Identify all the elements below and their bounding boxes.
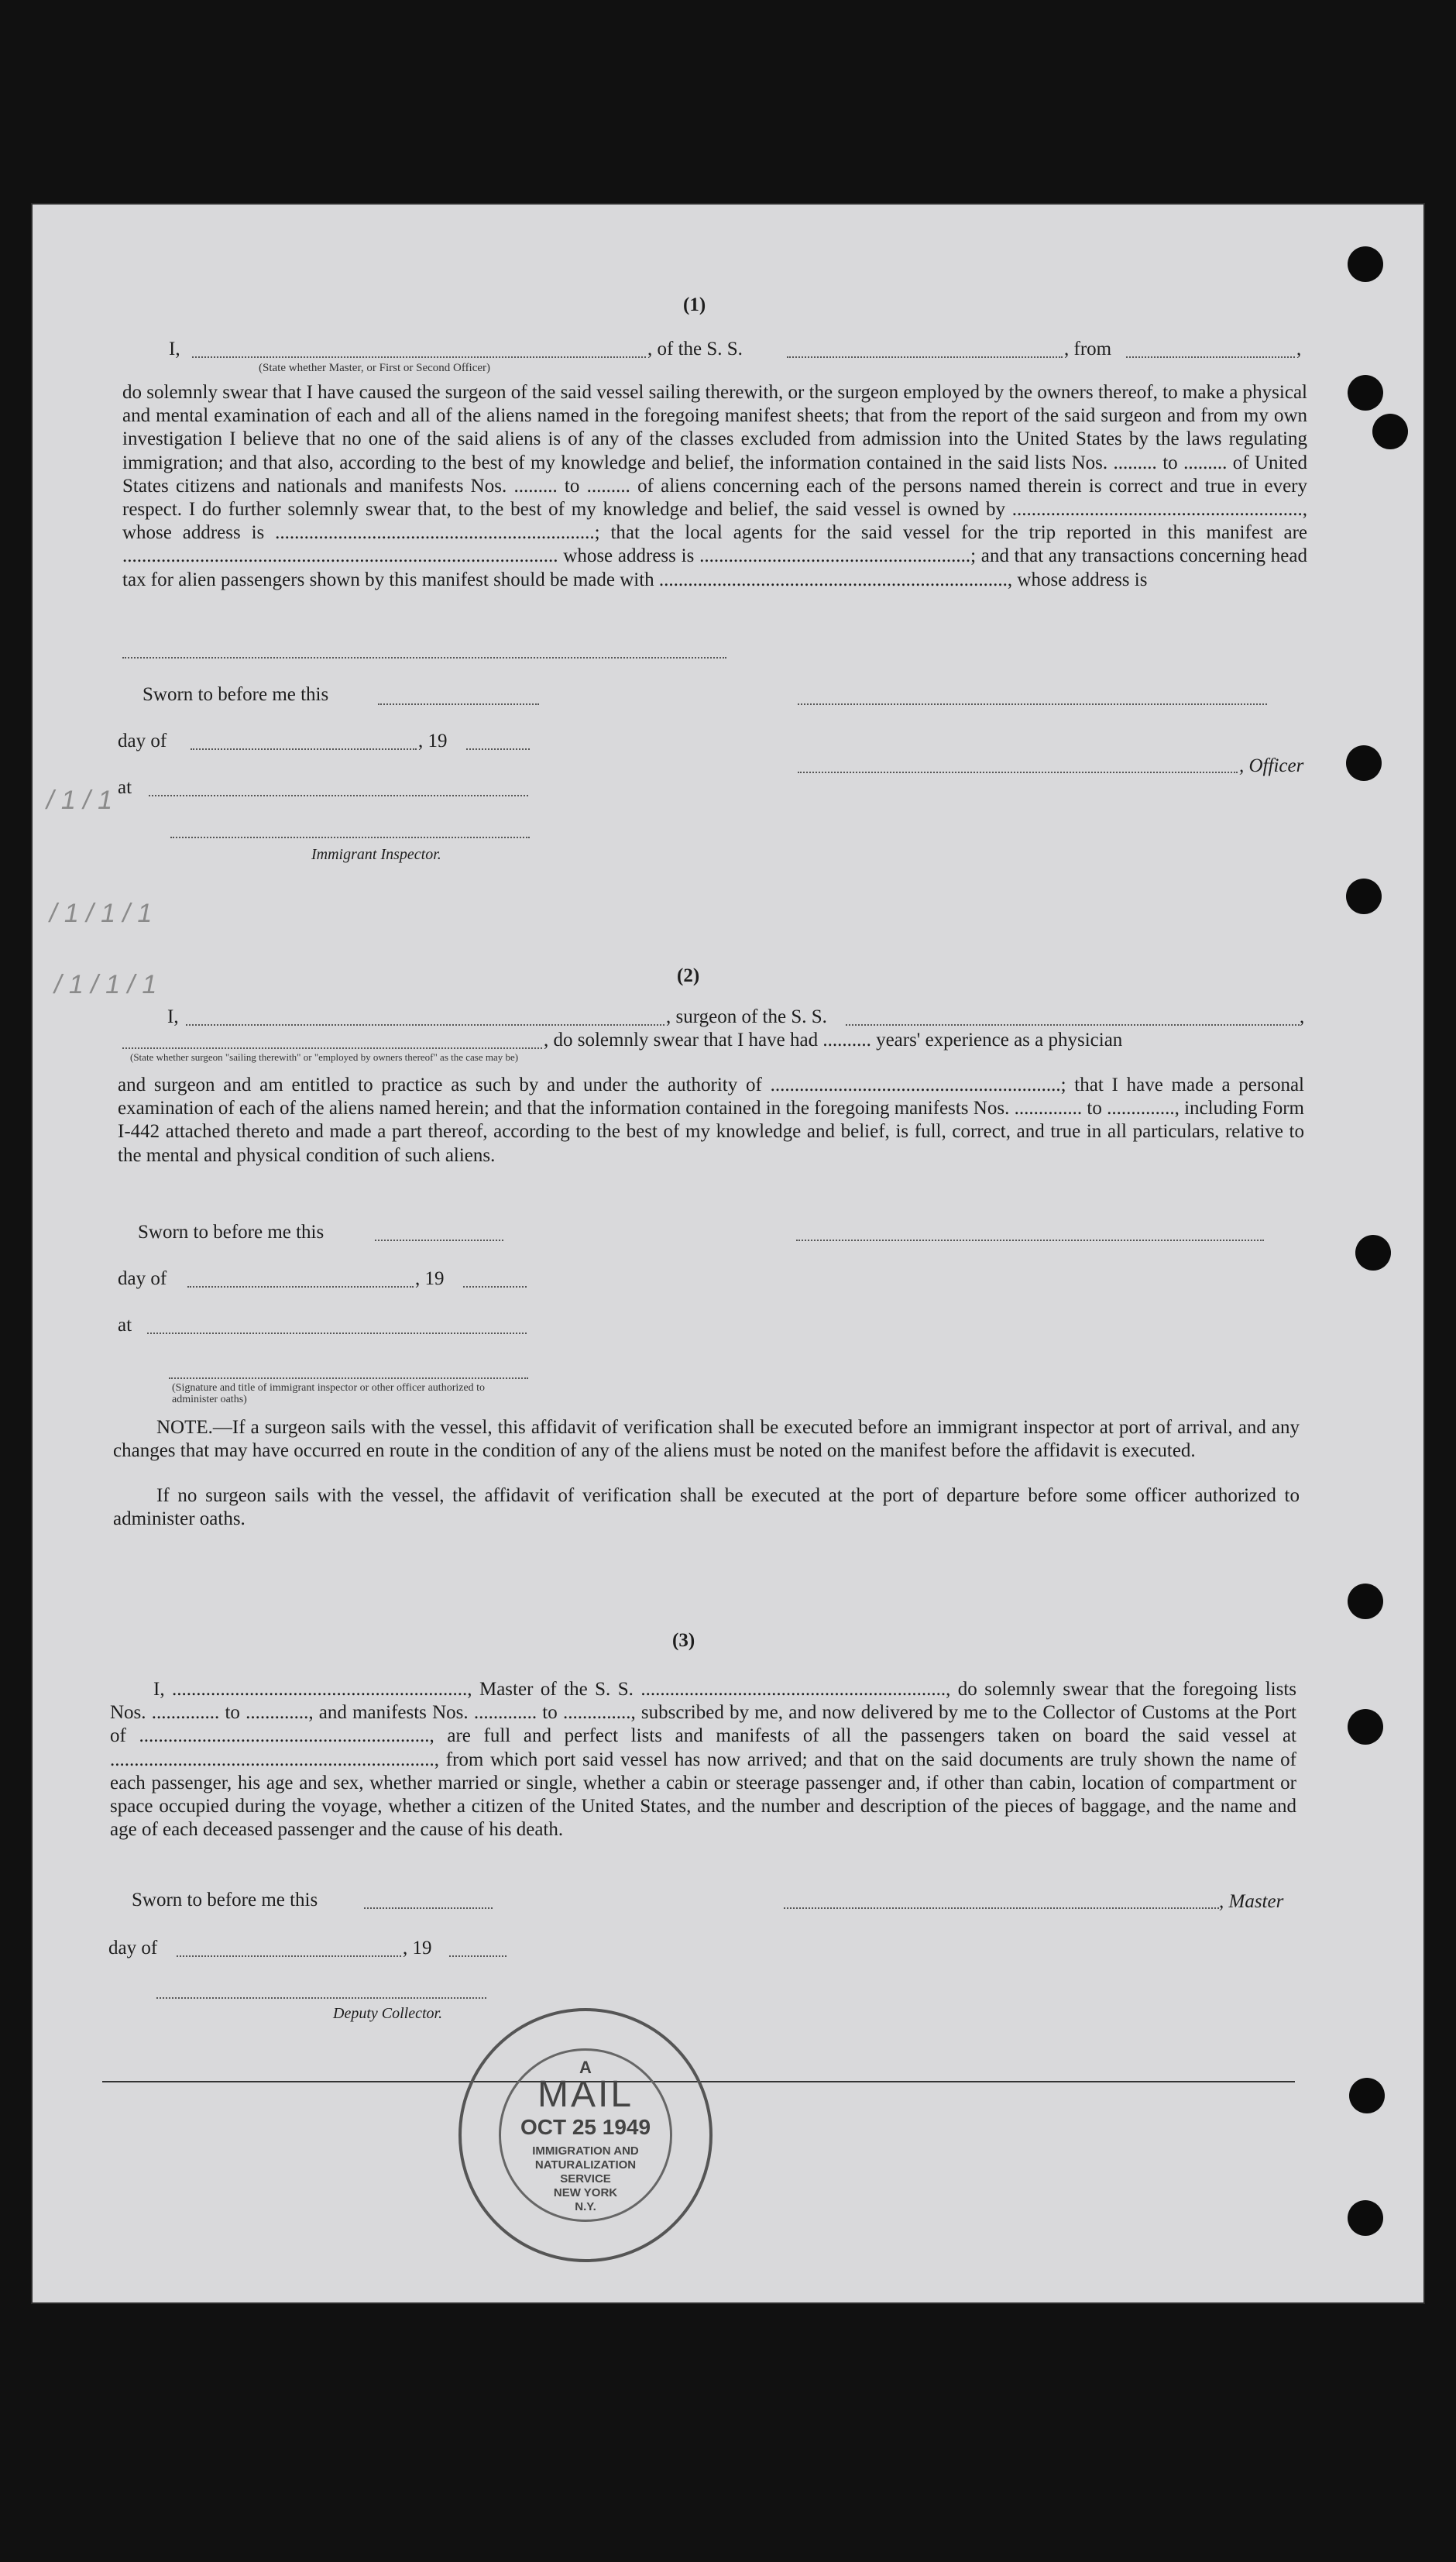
sworn-label: Sworn to before me this (132, 1890, 318, 1910)
punch-hole (1348, 2200, 1383, 2236)
document-page (31, 203, 1425, 2304)
section-1-i: I, (169, 339, 180, 359)
sworn-date-field[interactable] (375, 1240, 503, 1241)
punch-hole (1346, 745, 1382, 781)
experience-label: , do solemnly swear that I have had .......... years' experience as a physician (544, 1030, 1123, 1051)
master-signature-field[interactable] (784, 1907, 1219, 1909)
at-field[interactable] (147, 1333, 527, 1334)
punch-hole (1349, 2078, 1385, 2113)
sailing-status-field[interactable] (122, 1047, 542, 1049)
year-label: , 19 (403, 1938, 432, 1958)
punch-hole (1348, 1709, 1383, 1745)
sworn-date-field[interactable] (364, 1907, 493, 1909)
stamp-a: A (579, 2058, 592, 2077)
day-field[interactable] (177, 1955, 401, 1957)
master-name-field[interactable] (192, 356, 646, 358)
stamp-line-7: NEW YORK (553, 2186, 618, 2199)
section-1-oath-text: do solemnly swear that I have caused the surgeon of the said vessel sailing therewith, or the surgeon employed by the owners thereof, to make a physical and mental examination of each and all of the aliens named in the foregoing manifest sheets; that from the report of the said surgeon and from my own investigation I believe that no one of the said aliens is of any of the classes excluded from admission into the United States by the laws regulating immigration; and that also, according to the best of my knowledge and belief, the information contained in the said lists Nos. ......... to ......... of United States citizens and nationals and manifests Nos. ......... to ......... of aliens concerning each of the persons named therein is correct and true in every respect. I do further solemnly swear that, to the best of my knowledge and belief, the said vessel is owned by ............................................................, whose address is ..................................................................; that the local agents for the said vessel for the trip reported in this manifest are .......................................................................................... whose address is ........................................................; and that any transactions concerning head tax for alien passengers shown by this manifest should be made with ........................................................................, whose address is (122, 382, 1307, 590)
punch-hole (1346, 879, 1382, 914)
surgeon-signature-field[interactable] (796, 1240, 1264, 1241)
day-of-label: day of (108, 1938, 158, 1958)
note-verification: NOTE.—If a surgeon sails with the vessel, this affidavit of verification shall be executed before an immigrant inspector at port of arrival, and any changes that may have occurred en route in the condition of any of the aliens must be noted on the manifest before the affidavit is executed. (113, 1417, 1300, 1462)
stamp-line-4: IMMIGRATION AND (532, 2144, 639, 2158)
section-3-oath-text: I, ............................................................., Master of the S. S. ..............................................................., do solemnly swear that the foregoing lists Nos. .............. to ............., and manifests Nos. ............. to .............., subscribed by me, and now delivered by me to the Collector of Customs at the Port of ............................................................, are full and perfect lists and manifests of all the passengers taken on board the said vessel at ..................................................................., from which port said vessel has now arrived; and that on the said documents are truly shown the name of each passenger, his age and sex, whether married or single, whether a cabin or steerage passenger and, if other than cabin, location of compartment or space occupied during the voyage, whether a citizen of the United States, and the number and description of the pieces of baggage, and the name and age of each deceased passenger and the cause of his death. (110, 1679, 1296, 1841)
at-field[interactable] (149, 795, 528, 796)
vessel-name-field[interactable] (787, 356, 1063, 358)
sworn-date-field[interactable] (378, 703, 539, 705)
stamp-line-6: SERVICE (560, 2172, 611, 2185)
sworn-label: Sworn to before me this (138, 1222, 325, 1243)
master-label: , Master (1219, 1891, 1284, 1912)
day-field[interactable] (191, 748, 417, 750)
surgeon-name-field[interactable] (186, 1024, 664, 1026)
from-port-field[interactable] (1126, 356, 1295, 358)
punch-hole (1355, 1235, 1391, 1271)
section-1-heading: (1) (683, 294, 706, 315)
signature-note: (Signature and title of immigrant inspector or other officer authorized to administer oaths) (172, 1382, 486, 1405)
inspector-signature-field[interactable] (169, 1377, 528, 1379)
line-end-comma: , (1300, 1006, 1305, 1027)
section-2-i: I, (167, 1006, 179, 1027)
day-of-label: day of (118, 1268, 167, 1289)
punch-hole (1372, 414, 1408, 449)
year-field[interactable] (463, 1286, 527, 1288)
surgeon-vessel-field[interactable] (846, 1024, 1300, 1026)
inspector-signature-field[interactable] (170, 837, 530, 838)
bleed-through-mark: / 1 / 1 / 1 (54, 970, 157, 999)
section-3-heading: (3) (672, 1630, 695, 1651)
punch-hole (1348, 246, 1383, 282)
stamp-line-8: N.Y. (575, 2200, 596, 2213)
punch-hole (1348, 375, 1383, 411)
inspector-label: Immigrant Inspector. (311, 846, 441, 863)
at-label: at (118, 777, 132, 798)
of-ss-label: , of the S. S. (647, 339, 743, 359)
stamp-line-5: NATURALIZATION (534, 2158, 637, 2172)
day-of-label: day of (118, 731, 167, 751)
section-2-heading: (2) (677, 965, 700, 986)
officer-note: (State whether Master, or First or Second Officer) (259, 362, 491, 374)
note-departure: If no surgeon sails with the vessel, the affidavit of verification shall be executed at the port of departure before some officer authorized to administer oaths. (113, 1485, 1300, 1530)
at-label: at (118, 1315, 132, 1336)
deputy-label: Deputy Collector. (333, 2005, 443, 2022)
deputy-signature-field[interactable] (156, 1997, 486, 1999)
sworn-label: Sworn to before me this (143, 684, 329, 705)
line-end-comma: , (1296, 339, 1302, 359)
officer-label: , Officer (1239, 755, 1304, 776)
day-field[interactable] (187, 1286, 414, 1288)
bleed-through-mark: / 1 / 1 (46, 786, 113, 815)
stamp-date: OCT 25 1949 (520, 2115, 651, 2139)
year-field[interactable] (449, 1955, 507, 1957)
from-label: , from (1064, 339, 1112, 359)
stamp-mail: MAIL (537, 2074, 634, 2115)
blank-line (122, 657, 726, 659)
surgeon-of-label: , surgeon of the S. S. (666, 1006, 827, 1027)
officer-signature-field[interactable] (798, 703, 1267, 705)
bleed-through-mark: / 1 / 1 / 1 (50, 899, 153, 928)
year-label: , 19 (418, 731, 448, 751)
immigration-mail-stamp (458, 2008, 713, 2262)
year-label: , 19 (415, 1268, 445, 1289)
section-2-oath-text: and surgeon and am entitled to practice as such by and under the authority of ............................................................; that I have made a personal examination of each of the aliens named herein; and that the information contained in the foregoing manifests Nos. .............. to .............., including Form I-442 attached thereto and made a part thereof, according to the best of my knowledge and belief, is full, correct, and true in all particulars, relative to the mental and physical condition of such aliens. (118, 1075, 1304, 1166)
sailing-note: (State whether surgeon "sailing therewith" or "employed by owners thereof" as the case may be) (130, 1051, 519, 1063)
year-field[interactable] (466, 748, 530, 750)
punch-hole (1348, 1584, 1383, 1619)
officer-line[interactable] (798, 772, 1238, 773)
